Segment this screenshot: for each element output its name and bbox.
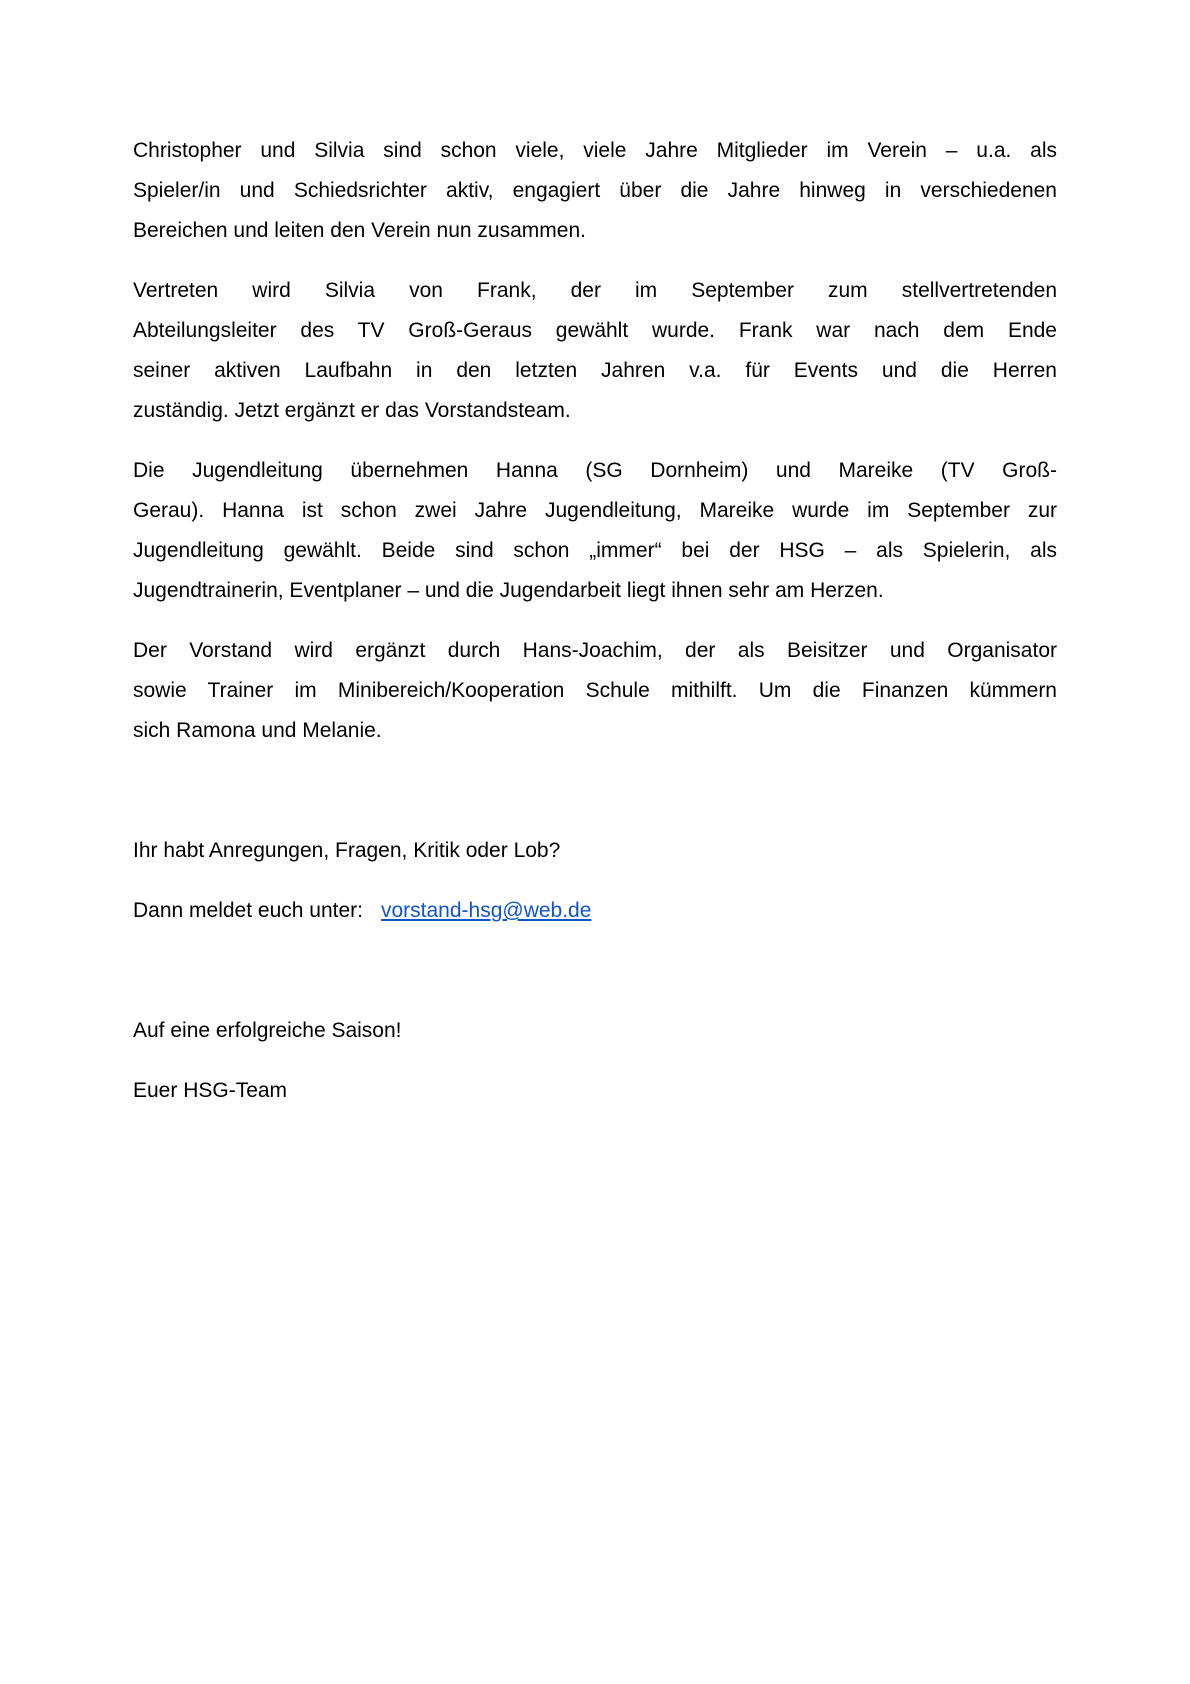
text-line: Jugendtrainerin, Eventplaner – und die Jugendarbeit liegt ihnen sehr am Herzen. [133, 579, 884, 602]
contact-prompt: Dann meldet euch unter: [133, 899, 363, 922]
closing-signature: Euer HSG-Team [133, 1079, 288, 1102]
text-line: Christopher und Silvia sind schon viele, viele Jahre Mitglieder im Verein – u.a. als [133, 139, 1057, 162]
text-line: Vertreten wird Silvia von Frank, der im September zum stellvertretenden [133, 279, 1057, 302]
paragraph-intro [133, 131, 1057, 251]
paragraph-youth-leadership [133, 451, 1057, 611]
text-line: Jugendleitung gewählt. Beide sind schon „immer“ bei der HSG – als Spielerin, als [133, 539, 1057, 562]
text-line: seiner aktiven Laufbahn in den letzten Jahren v.a. für Events und die Herren [133, 359, 1057, 382]
closing-wish: Auf eine erfolgreiche Saison! [133, 1019, 402, 1042]
text-line: sowie Trainer im Minibereich/Kooperation Schule mithilft. Um die Finanzen kümmern [133, 679, 1057, 702]
text-line: Abteilungsleiter des TV Groß-Geraus gewählt wurde. Frank war nach dem Ende [133, 319, 1057, 342]
text-line: Die Jugendleitung übernehmen Hanna (SG Dornheim) und Mareike (TV Groß- [133, 459, 1057, 482]
text-line: Der Vorstand wird ergänzt durch Hans-Joachim, der als Beisitzer und Organisator [133, 639, 1057, 662]
paragraph-deputy [133, 271, 1057, 431]
blank-line [133, 951, 1057, 991]
contact-question: Ihr habt Anregungen, Fragen, Kritik oder Lob? [133, 839, 561, 862]
text-line: Bereichen und leiten den Verein nun zusammen. [133, 219, 586, 242]
paragraph-board-extension [133, 631, 1057, 751]
text-line: Spieler/in und Schiedsrichter aktiv, engagiert über die Jahre hinweg in verschiedenen [133, 179, 1057, 202]
email-link[interactable]: vorstand-hsg@web.de [380, 899, 592, 922]
text-line: zuständig. Jetzt ergänzt er das Vorstandsteam. [133, 399, 571, 422]
blank-line [133, 771, 1057, 811]
contact-line [133, 891, 1057, 931]
text-line: Gerau). Hanna ist schon zwei Jahre Jugendleitung, Mareike wurde im September zur [133, 499, 1057, 522]
text-line: sich Ramona und Melanie. [133, 719, 382, 742]
